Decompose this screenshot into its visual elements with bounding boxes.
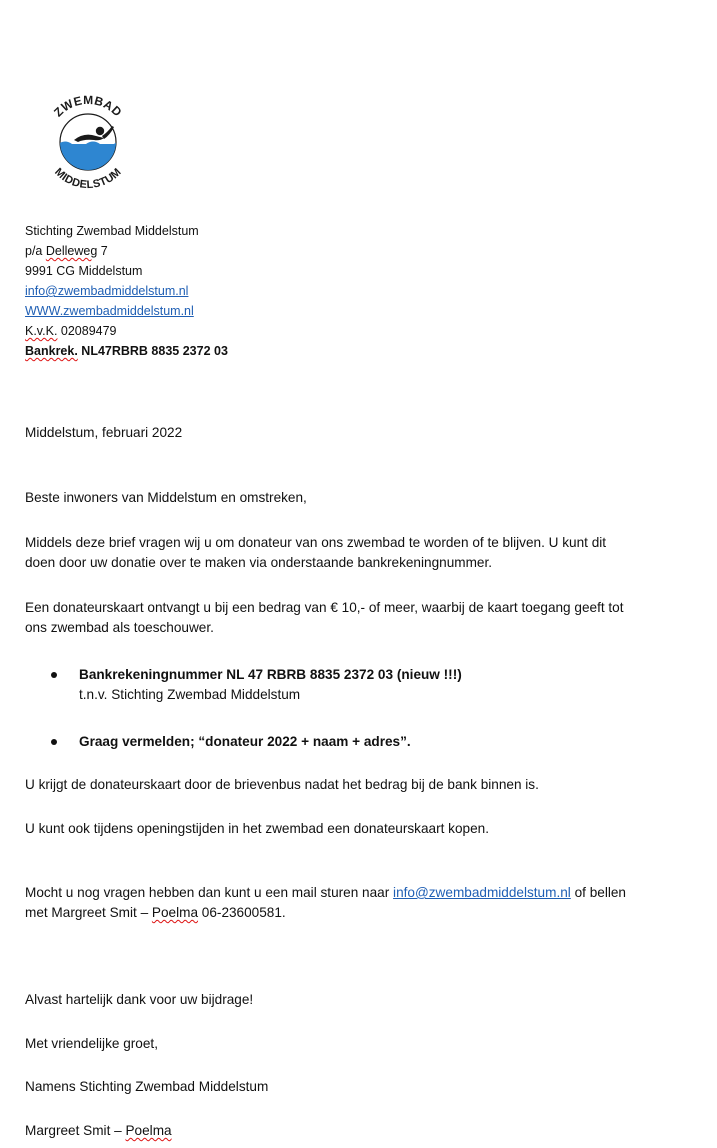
- signer-first: Margreet Smit –: [25, 1123, 126, 1138]
- bullet-dot-2: [51, 739, 57, 745]
- sender-email-link[interactable]: info@zwembadmiddelstum.nl: [25, 284, 189, 298]
- paragraph-2-line-2: ons zwembad als toeschouwer.: [25, 620, 214, 635]
- salutation: Beste inwoners van Middelstum en omstreken,: [25, 490, 307, 505]
- contact-text-before: Mocht u nog vragen hebben dan kunt u een mail sturen naar: [25, 885, 394, 900]
- zwembad-logo: [38, 92, 138, 192]
- contact-email-link[interactable]: info@zwembadmiddelstum.nl: [393, 885, 571, 900]
- closing-on-behalf: Namens Stichting Zwembad Middelstum: [25, 1079, 269, 1094]
- sender-name: Stichting Zwembad Middelstum: [25, 224, 199, 238]
- sender-bank: [25, 344, 228, 358]
- paragraph-2-line-1: Een donateurskaart ontvangt u bij een bedrag van € 10,- of meer, waarbij de kaart toegang geeft tot: [25, 600, 624, 615]
- bullet-2: Graag vermelden; “donateur 2022 + naam + adres”.: [79, 734, 411, 749]
- info-line-2: U kunt ook tijdens openingstijden in het zwembad een donateurskaart kopen.: [25, 821, 489, 836]
- contact-phone: 06-23600581.: [198, 905, 286, 920]
- logo-top-text: ZWEMBAD: [51, 92, 125, 120]
- place-date: Middelstum, februari 2022: [25, 425, 183, 440]
- bullet-1-line-1: Bankrekeningnummer NL 47 RBRB 8835 2372 03 (nieuw !!!): [79, 667, 462, 682]
- street-prefix: p/a: [25, 244, 46, 258]
- sender-city: 9991 CG Middelstum: [25, 264, 143, 278]
- contact-surname: Poelma: [151, 905, 199, 920]
- contact-line-2: [25, 903, 286, 923]
- kvk-number: 02089479: [57, 324, 117, 338]
- logo-bottom-text: MIDDELSTUM: [52, 166, 124, 192]
- contact-line-1: [25, 883, 626, 903]
- sender-street: [25, 244, 108, 258]
- signer-surname: Poelma: [125, 1123, 172, 1138]
- paragraph-1-line-1: Middels deze brief vragen wij u om donateur van ons zwembad te worden of te blijven. U kunt dit: [25, 535, 607, 550]
- contact-text-after: of bellen: [570, 885, 626, 900]
- bullet-1-line-2: t.n.v. Stichting Zwembad Middelstum: [79, 687, 301, 702]
- bullet-dot-1: [51, 672, 57, 678]
- signer-name: [25, 1121, 172, 1141]
- street-name: Delleweg: [45, 244, 98, 258]
- bank-label: Bankrek.: [25, 344, 78, 358]
- contact-name: met Margreet Smit –: [25, 905, 152, 920]
- street-number: 7: [97, 244, 108, 258]
- kvk-label: K.v.K.: [25, 324, 58, 338]
- bank-number: NL47RBRB 8835 2372 03: [77, 344, 228, 358]
- info-line-1: U krijgt de donateurskaart door de brievenbus nadat het bedrag bij de bank binnen is.: [25, 777, 539, 792]
- paragraph-1-line-2: doen door uw donatie over te maken via onderstaande bankrekeningnummer.: [25, 555, 493, 570]
- closing-greeting: Met vriendelijke groet,: [25, 1036, 158, 1051]
- sender-kvk: [25, 324, 117, 338]
- sender-website-link[interactable]: WWW.zwembadmiddelstum.nl: [25, 304, 194, 318]
- closing-thanks: Alvast hartelijk dank voor uw bijdrage!: [25, 992, 254, 1007]
